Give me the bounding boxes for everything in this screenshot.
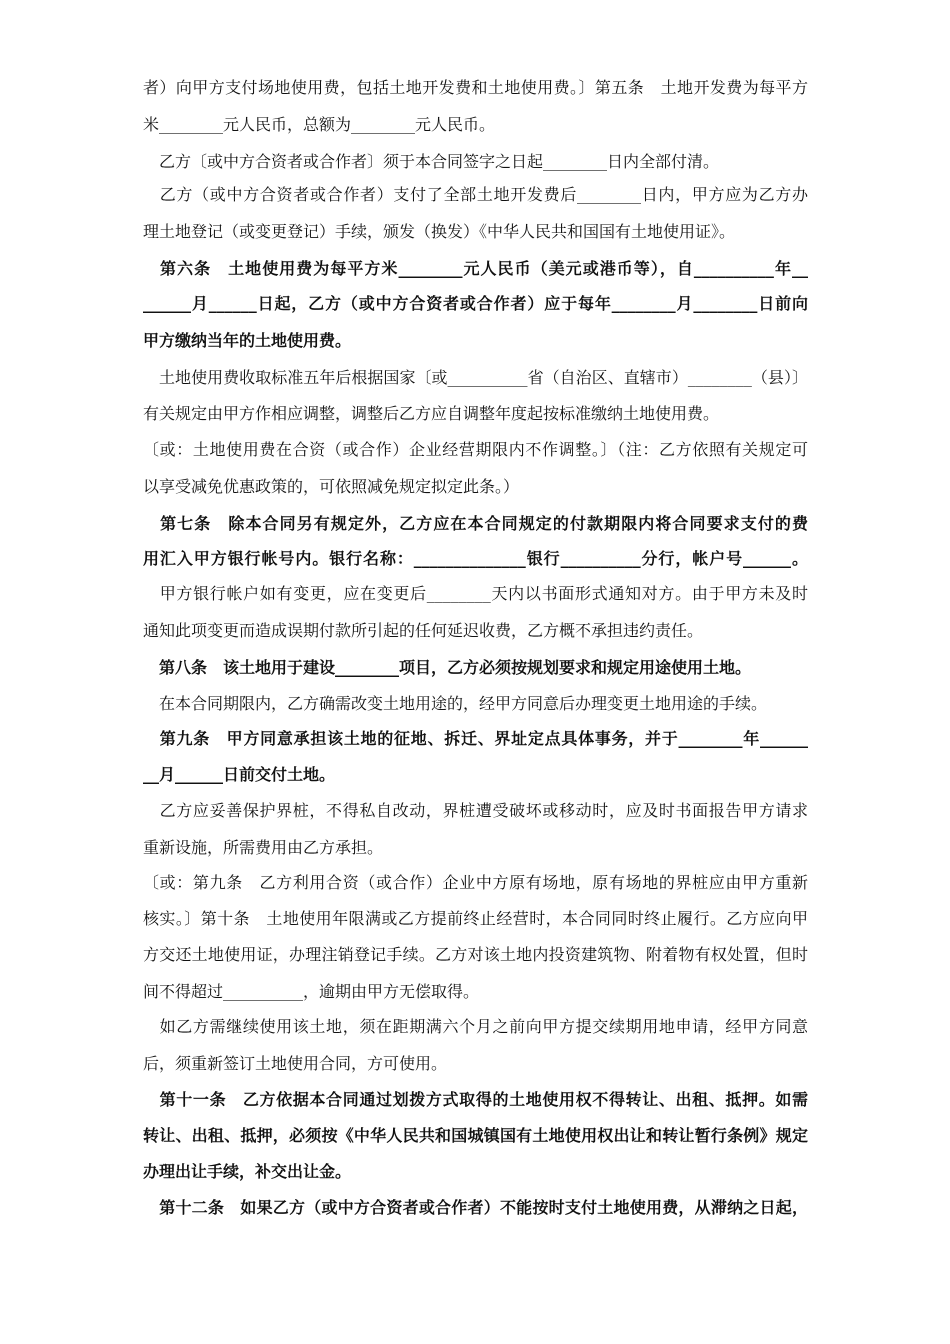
text-line: 乙方应妥善保护界桩，不得私自改动，界桩遭受破坏或移动时，应及时书面报告甲方请求 [143, 801, 808, 820]
text-line: 间不得超过__________，逾期由甲方无偿取得。 [143, 982, 480, 1001]
text-line: 乙方〔或中方合资者或合作者〕须于本合同签字之日起________日内全部付清。 [143, 152, 720, 171]
text-line: 办理出让手续，补交出让金。 [143, 1162, 352, 1181]
text-line: 以享受减免优惠政策的，可依照减免规定拟定此条。） [143, 477, 520, 496]
text-line: 理土地登记（或变更登记）手续，颁发（换发）《中华人民共和国国有土地使用证》。 [143, 222, 736, 241]
text-line: 通知此项变更而造成误期付款所引起的任何延迟收费，乙方概不承担违约责任。 [143, 621, 704, 640]
text-line: 土地使用费收取标准五年后根据国家〔或__________省（自治区、直辖市）________（县）〕 [143, 368, 808, 387]
text-line: __月______日前交付土地。 [143, 765, 336, 784]
text-line: 核实。〕第十条 土地使用年限满或乙方提前终止经营时，本合同同时终止履行。乙方应向甲 [143, 909, 808, 928]
text-line: 方交还土地使用证，办理注销登记手续。乙方对该土地内投资建筑物、附着物有权处置，但时 [143, 945, 808, 964]
text-line: 如乙方需继续使用该土地，须在距期满六个月之前向甲方提交续期用地申请，经甲方同意 [143, 1017, 808, 1036]
text-line: 甲方缴纳当年的土地使用费。 [143, 331, 352, 350]
text-line: ______月______日起，乙方（或中方合资者或合作者）应于每年________月________日前向 [143, 294, 808, 313]
text-line: 重新设施，所需费用由乙方承担。 [143, 838, 384, 857]
text-line: 者）向甲方支付场地使用费，包括土地开发费和土地使用费。〕第五条 土地开发费为每平方 [143, 78, 808, 97]
text-line: 第六条 土地使用费为每平方米________元人民币（美元或港币等），自__________年__ [143, 259, 808, 278]
text-line: 在本合同期限内，乙方确需改变土地用途的，经甲方同意后办理变更土地用途的手续。 [143, 694, 768, 713]
text-line: 第八条 该土地用于建设________项目，乙方必须按规划要求和规定用途使用土地。 [143, 658, 752, 677]
text-line: 用汇入甲方银行帐号内。银行名称：______________银行__________分行，帐户号______。 [143, 549, 808, 568]
text-line: 米________元人民币，总额为________元人民币。 [143, 115, 496, 134]
text-line: 甲方银行帐户如有变更，应在变更后________天内以书面形式通知对方。由于甲方未及时 [143, 584, 808, 603]
text-line: 〔或：土地使用费在合资（或合作）企业经营期限内不作调整。〕（注：乙方依照有关规定可 [143, 440, 808, 459]
text-line: 有关规定由甲方作相应调整，调整后乙方应自调整年度起按标准缴纳土地使用费。 [143, 404, 720, 423]
text-line: 转让、出租、抵押，必须按《中华人民共和国城镇国有土地使用权出让和转让暂行条例》规定 [143, 1126, 808, 1145]
text-line: 〔或：第九条 乙方利用合资（或合作）企业中方原有场地，原有场地的界桩应由甲方重新 [143, 873, 808, 892]
text-line: 第十一条 乙方依据本合同通过划拨方式取得的土地使用权不得转让、出租、抵押。如需 [143, 1090, 808, 1109]
text-line: 后，须重新签订土地使用合同，方可使用。 [143, 1054, 448, 1073]
text-line: 乙方（或中方合资者或合作者）支付了全部土地开发费后________日内，甲方应为乙方办 [143, 185, 808, 204]
text-line: 第九条 甲方同意承担该土地的征地、拆迁、界址定点具体事务，并于________年______ [143, 729, 808, 748]
text-line: 第十二条 如果乙方（或中方合资者或合作者）不能按时支付土地使用费，从滞纳之日起， [143, 1198, 808, 1217]
text-line: 第七条 除本合同另有规定外，乙方应在本合同规定的付款期限内将合同要求支付的费 [143, 514, 808, 533]
